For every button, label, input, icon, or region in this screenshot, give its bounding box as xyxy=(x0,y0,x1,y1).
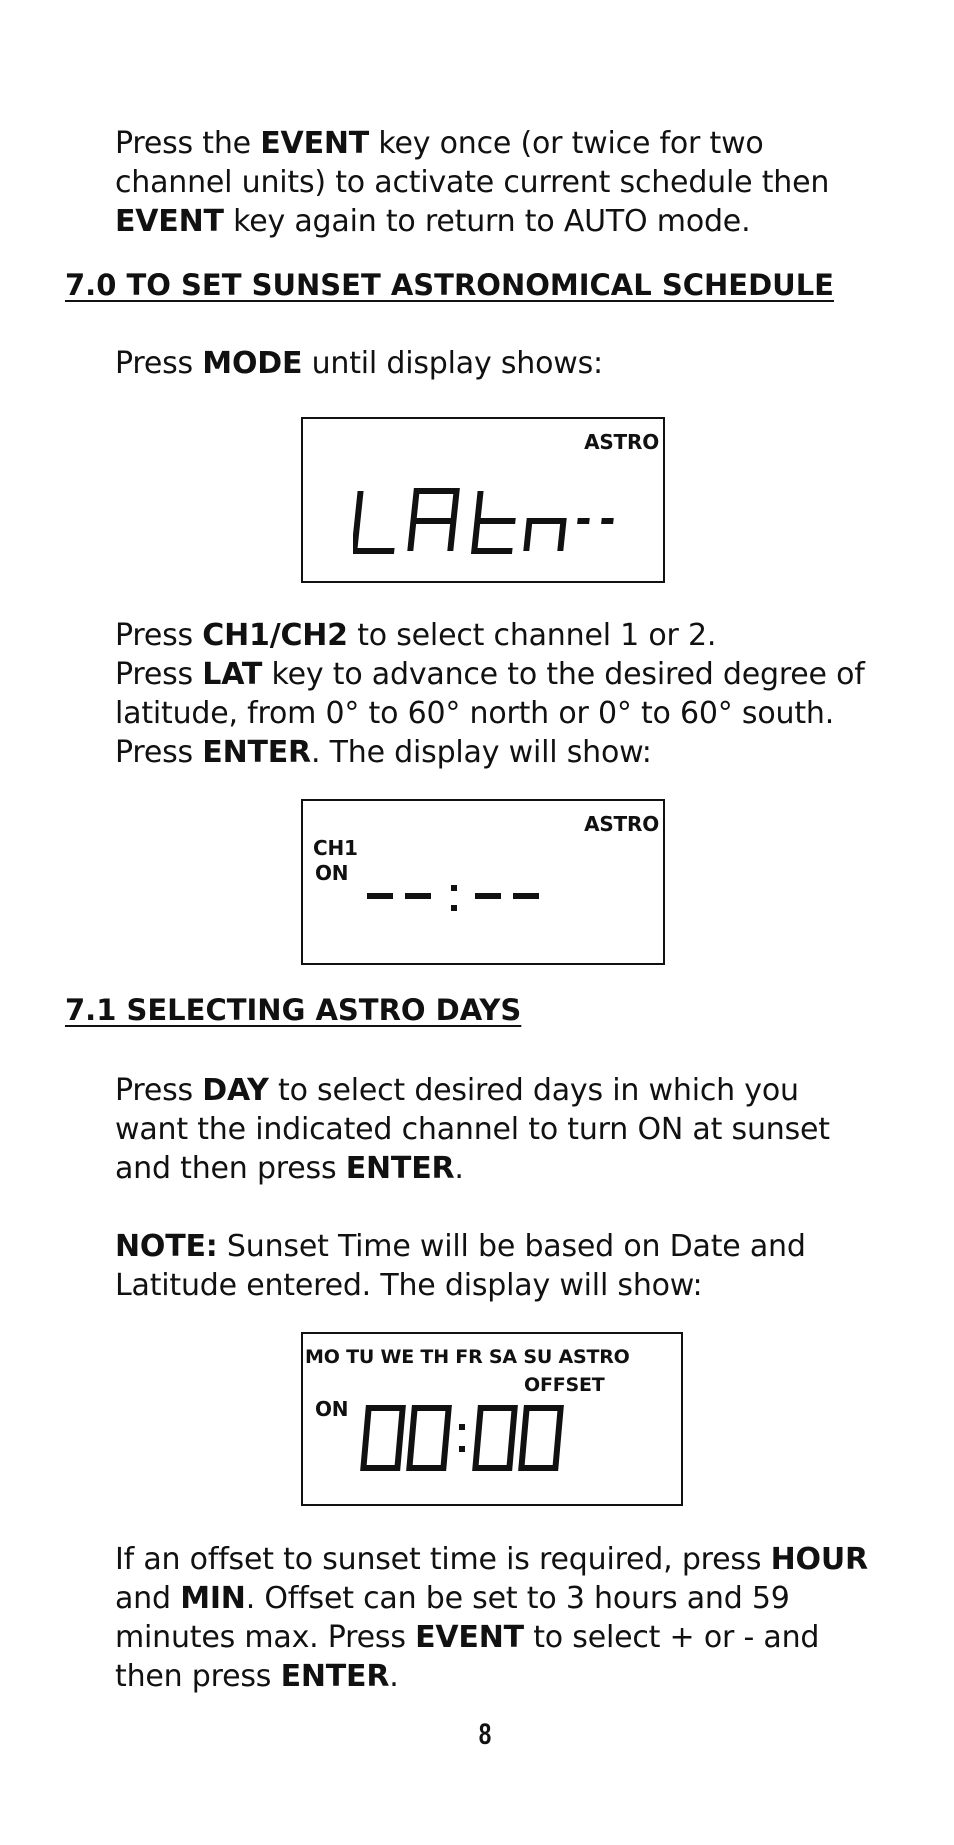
key-enter: ENTER xyxy=(202,735,311,770)
key-enter: ENTER xyxy=(345,1151,455,1186)
text: Press xyxy=(115,1073,203,1108)
page-number: 8 xyxy=(478,1718,492,1751)
section-heading-7-1: 7.1 SELECTING ASTRO DAYS xyxy=(65,993,522,1027)
lcd-digits-latn xyxy=(353,487,623,557)
mode-instruction xyxy=(115,344,875,383)
text: key once (or twice for two channel units) to activate current schedule then xyxy=(115,126,830,200)
text: key to advance to the desired degree of latitude, from 0° to 60° north or 0° to 60° south. xyxy=(115,657,865,731)
text: Press xyxy=(115,735,203,770)
day-indicators: MO TU WE TH FR SA SU ASTRO xyxy=(305,1346,630,1368)
text: until display shows: xyxy=(302,346,603,381)
key-lat: LAT xyxy=(202,657,263,692)
key-ch1-ch2: CH1/CH2 xyxy=(202,618,348,653)
note-paragraph xyxy=(115,1227,875,1305)
day-instruction xyxy=(115,1071,875,1188)
lcd-display-channel xyxy=(301,799,665,965)
key-min: MIN xyxy=(180,1581,246,1616)
astro-indicator: ASTRO xyxy=(584,430,659,454)
key-event: EVENT xyxy=(115,204,224,239)
on-indicator: ON xyxy=(315,861,349,885)
text: Press xyxy=(115,618,203,653)
text: . xyxy=(454,1151,464,1186)
section-heading-7-0: 7.0 TO SET SUNSET ASTRONOMICAL SCHEDULE xyxy=(65,268,834,302)
text: Sunset Time will be based on Date and Latitude entered. The display will show: xyxy=(115,1229,806,1303)
intro-paragraph xyxy=(115,124,875,241)
lcd-display-latitude xyxy=(301,417,665,583)
text: Press xyxy=(115,657,203,692)
key-mode: MODE xyxy=(202,346,303,381)
text: . xyxy=(389,1659,399,1694)
moon-icon xyxy=(333,1450,357,1474)
key-hour: HOUR xyxy=(770,1542,868,1577)
text: . The display will show: xyxy=(310,735,652,770)
lcd-digits-dashes xyxy=(363,885,553,919)
key-enter: ENTER xyxy=(280,1659,390,1694)
text: Press the xyxy=(115,126,261,161)
moon-icon xyxy=(339,913,361,935)
text: If an offset to sunset time is required, press xyxy=(115,1542,771,1577)
offset-instructions xyxy=(115,1540,875,1696)
text: to select desired days in which you want the indicated channel to turn ON at sunset and then press xyxy=(115,1073,830,1186)
text: to select + or - and then press xyxy=(115,1620,820,1694)
text: and xyxy=(115,1581,181,1616)
text: . Offset can be set to 3 hours and 59 minutes max. Press xyxy=(115,1581,790,1655)
key-event: EVENT xyxy=(260,126,370,161)
text: Press xyxy=(115,346,203,381)
text: to select channel 1 or 2. xyxy=(347,618,717,653)
note-label: NOTE: xyxy=(115,1229,218,1264)
latitude-instructions xyxy=(115,616,875,772)
offset-indicator: OFFSET xyxy=(524,1374,605,1396)
text: key again to return to AUTO mode. xyxy=(223,204,751,239)
astro-indicator: ASTRO xyxy=(584,812,659,836)
channel-indicator: CH1 xyxy=(313,836,358,860)
lcd-display-offset xyxy=(301,1332,683,1506)
key-event: EVENT xyxy=(415,1620,524,1655)
on-indicator: ON xyxy=(315,1397,349,1421)
lcd-digits-zero xyxy=(359,1404,569,1476)
key-day: DAY xyxy=(202,1073,269,1108)
